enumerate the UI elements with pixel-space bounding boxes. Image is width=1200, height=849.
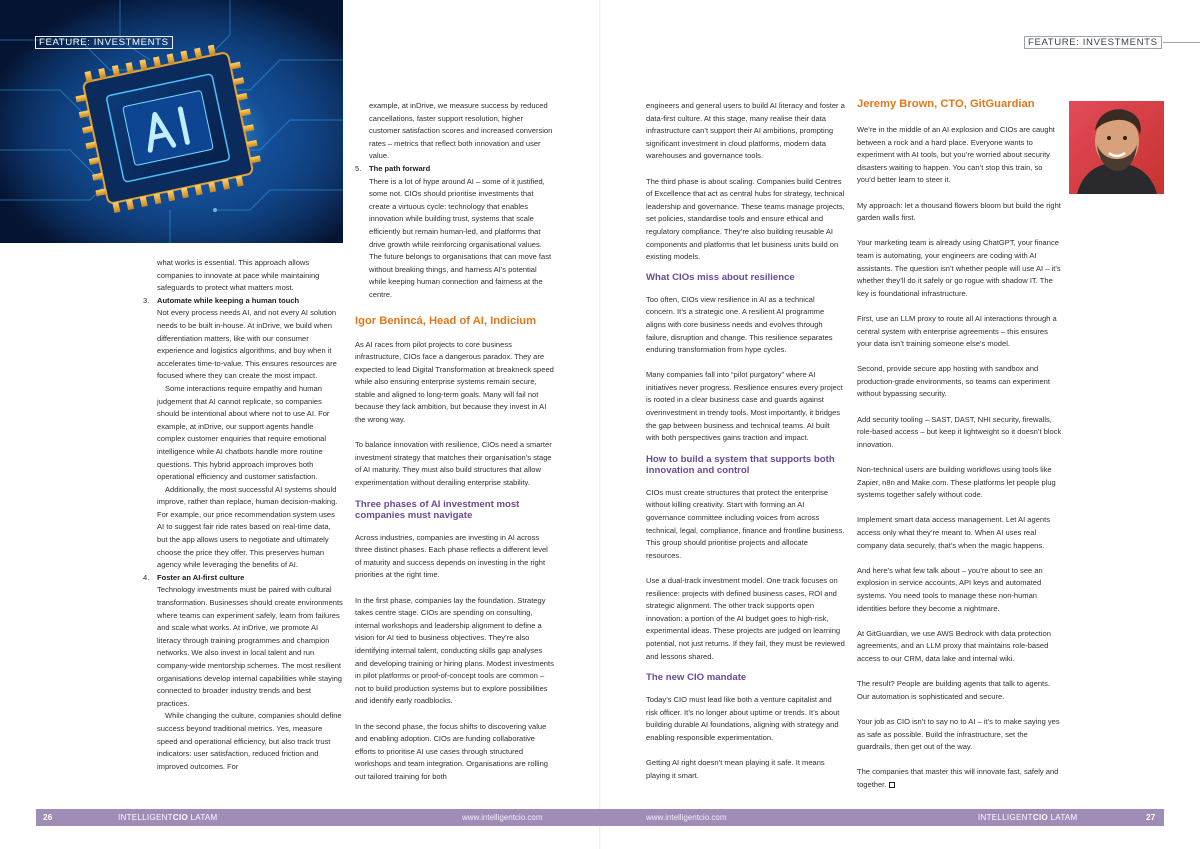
mag-text-bold: CIO xyxy=(172,813,188,822)
paragraph: engineers and general users to build AI literacy and foster a data-first culture. At this stage, many realise their data infrastructure can’t support their AI ambitions, prompting significant investment in cloud platforms, modern data warehouses and governance tools. xyxy=(646,101,845,161)
paragraph: Across industries, companies are investing in AI across three distinct phases. Each phase reflects a different level of maturity and success depends on investing in the right priorities at the right time. xyxy=(355,532,548,580)
mag-text: LATAM xyxy=(1048,813,1078,822)
list-number: 3. xyxy=(143,295,150,305)
feature-tag-right: FEATURE: INVESTMENTS xyxy=(1024,36,1162,49)
paragraph: Too often, CIOs view resilience in AI as a technical concern. It’s a strategic one. A resilient AI programme aligns with core business needs and evolves through failure, disruption and change. This resilience separates enduring transformation from hype cycles. xyxy=(646,294,833,355)
feature-tag-left: FEATURE: INVESTMENTS xyxy=(35,36,173,49)
mag-text: LATAM xyxy=(188,813,218,822)
list-item-title: The path forward xyxy=(369,163,431,173)
magazine-name-left xyxy=(118,809,218,826)
page-number-right: 27 xyxy=(1146,812,1156,822)
paragraph-final xyxy=(857,766,1062,791)
end-of-article-icon xyxy=(889,782,895,788)
portrait-jeremy-brown xyxy=(1069,101,1164,194)
section-heading-build-system: How to build a system that supports both innovation and control xyxy=(646,453,835,476)
speaker-heading-igor: Igor Benincá, Head of AI, Indicium xyxy=(355,314,537,327)
list-item-3 xyxy=(143,295,343,383)
paragraph: Second, provide secure app hosting with sandbox and production-grade environments, so teams can experiment without bypassing security. xyxy=(857,364,1050,399)
paragraph: We’re in the middle of an AI explosion and CIOs are caught between a rock and a hard place. Everyone wants to experiment with AI tools, but you’re worried about security disasters waiting to happen. You can’t stop this train, so you’d better learn to steer it. xyxy=(857,125,1055,185)
page-number-left: 26 xyxy=(43,812,53,822)
paragraph: To balance innovation with resilience, CIOs need a smarter investment strategy that matches their organisation’s stage of AI maturity. They must also build structures that allow experimentation without derailing enterprise stability. xyxy=(355,440,552,488)
list-number: 4. xyxy=(143,572,150,582)
paragraph: Your marketing team is already using ChatGPT, your finance team is automating, your engineers are coding with AI assistants. The question isn’t whether people will use AI – it’s whether they’ll do it safely or go rogue with shadow IT. The key is foundational infrastructure. xyxy=(857,238,1061,298)
list-item-4 xyxy=(143,572,343,711)
website-url-right[interactable]: www.intelligentcio.com xyxy=(646,813,727,822)
paragraph: Implement smart data access management. Let AI agents access only what they’re meant to. When AI uses real company data securely, that’s when the magic happens. xyxy=(857,515,1050,550)
paragraph: Many companies fall into “pilot purgatory” where AI initiatives never progress. Resilience ensures every project is rooted in a clear business case and guards against overinvestment in trendy tools. Most importantly, it bridges the gap between business and technical teams. AI built with both perspectives gains traction and impact. xyxy=(646,370,843,443)
page-gutter xyxy=(599,0,601,849)
final-text: The companies that master this will innovate fast, safely and together. xyxy=(857,767,1059,789)
paragraph: Additionally, the most successful AI systems should improve, rather than replace, human decision-making. For example, our price recommendation system uses AI to suggest fair ride rates based on real-time data, but the app allows users to negotiate and ultimately choose the price they offer. This preserves human agency while leveraging the benefits of AI. xyxy=(157,484,338,570)
paragraph: As AI races from pilot projects to core business infrastructure, CIOs face a dangerous paradox. They are expected to lead Digital Transformation at breakneck speed while also ensuring enterprise systems remain secure, stable and aligned to long-term goals. Many will fail not because they lack ambition, but because they invest in AI the wrong way. xyxy=(355,339,554,425)
list-item-body: There is a lot of hype around AI – some of it justified, some not. CIOs should prioritise investments that create a virtuous cycle: technology that enables innovation while building trust, systems that scale efficiently but remain human-led, and platforms that drive growth while reinforcing organisational values. The future belongs to organisations that can move fast without breaking things, and harness AI’s potential while keeping human connection and fairness at the centre. xyxy=(369,176,552,299)
list-item-5 xyxy=(355,163,554,302)
paragraph: The third phase is about scaling. Companies build Centres of Excellence that act as central hubs for strategy, technical leadership and governance. These teams manage projects, set policies, standardise tools and ensure ethical and regulatory compliance. They’re also building reusable AI components and platforms that let business units build on existing models. xyxy=(646,176,845,262)
section-heading-resilience: What CIOs miss about resilience xyxy=(646,271,795,283)
paragraph: In the second phase, the focus shifts to discovering value and enabling adoption. CIOs are funding collaborative efforts to prioritise AI use cases through structured workshops and team integration. Organisations are rolling out tailored training for both xyxy=(355,721,548,781)
paragraph: CIOs must create structures that protect the enterprise without killing creativity. Start with forming an AI governance committee including voices from across technical, legal, compliance, finance and frontline business. This group should prioritise projects and allocate resources. xyxy=(646,487,845,560)
list-item-title: Foster an AI-first culture xyxy=(157,572,245,582)
magazine-name-right xyxy=(978,809,1078,826)
list-item-body: Not every process needs AI, and not every AI solution needs to be built in-house. At inDrive, we build when differentiation matters, like with our consumer experience and logistics algorithms, and buy when it accelerates time-to-value. This ensures resources are focused where they can create the most impact. xyxy=(157,308,337,381)
section-heading-cio-mandate: The new CIO mandate xyxy=(646,672,747,684)
list-item-title: Automate while keeping a human touch xyxy=(157,295,300,305)
header-rule-right xyxy=(1163,42,1200,43)
paragraph: example, at inDrive, we measure success by reduced cancellations, faster support resolution, higher customer satisfaction scores and increased conversion rates – metrics that reflect both innovation and user value. xyxy=(369,101,553,161)
paragraph: My approach: let a thousand flowers bloom but build the right garden walls first. xyxy=(857,200,1061,223)
footer-left xyxy=(36,809,600,826)
paragraph: Use a dual-track investment model. One track focuses on resilience: projects with defined business cases, ROI and strategic alignment. The other track supports open innovation: a portion of the AI budget goes to high-risk, experimental ideas. These projects are judged on learning potential, not just returns. If they fail, they must be reviewed and lessons shared. xyxy=(646,576,845,661)
paragraph: The result? People are building agents that talk to agents. Our automation is sophisticated and secure. xyxy=(857,679,1050,701)
paragraph: what works is essential. This approach allows companies to innovate at pace while maintaining safeguards to protect what matters most. xyxy=(157,258,320,293)
paragraph: At GitGuardian, we use AWS Bedrock with data protection agreements, and an LLM proxy that maintains role-based access to our CRM, data lake and internal wiki. xyxy=(857,628,1051,663)
paragraph: Non-technical users are building workflows using tools like Zapier, n8n and Make.com. These platforms let people plug systems together safely without code. xyxy=(857,465,1056,500)
paragraph: Today’s CIO must lead like both a venture capitalist and risk officer. It’s no longer about uptime or trends. It’s about building durable AI foundations, aligning with strategy and enabling responsible experimentation. xyxy=(646,695,840,742)
mag-text: INTELLIGENT xyxy=(118,813,173,822)
list-number: 5. xyxy=(355,163,362,173)
mag-text: INTELLIGENT xyxy=(978,813,1033,822)
column-3 xyxy=(646,100,845,782)
paragraph: Some interactions require empathy and human judgement that AI cannot replicate, so companies should be intentional about where not to use AI. For example, at inDrive, our support agents handle complex customer enquiries that require emotional intelligence while AI chatbots handle more routine questions. This hybrid approach improves both operational efficiency and customer satisfaction. xyxy=(157,383,330,482)
paragraph: Your job as CIO isn’t to say no to AI – it’s to make saying yes as safe as possible. Build the infrastructure, set the guardrails, then get out of the way. xyxy=(857,716,1060,752)
website-url-left[interactable]: www.intelligentcio.com xyxy=(462,813,543,822)
section-heading-phases: Three phases of AI investment most companies must navigate xyxy=(355,498,520,521)
paragraph: Getting AI right doesn’t mean playing it safe. It means playing it smart. xyxy=(646,758,825,780)
paragraph: While changing the culture, companies should define success beyond traditional metrics. Yes, measure speed and operational efficiency, but also track trust indicators: user satisfaction, reduced friction and improved outcomes. For xyxy=(157,711,342,771)
column-1 xyxy=(143,257,343,773)
mag-text-bold: CIO xyxy=(1032,813,1048,822)
footer-right xyxy=(600,809,1164,826)
paragraph: First, use an LLM proxy to route all AI interactions through a central system with enterprise agreements – this ensures your data isn’t training someone else’s model. xyxy=(857,313,1057,349)
column-2 xyxy=(355,100,554,784)
column-4 xyxy=(857,98,1062,791)
paragraph: And here’s what few talk about – you’re about to see an explosion in service accounts, API keys and automated systems. You need tools to manage these non-human identities before they become a nightmare. xyxy=(857,565,1043,613)
paragraph: Add security tooling – SAST, DAST, NHI security, firewalls, role-based access – but keep it lightweight so it doesn’t block innovation. xyxy=(857,414,1062,449)
speaker-heading-jeremy: Jeremy Brown, CTO, GitGuardian xyxy=(857,98,1035,110)
list-item-body: Technology investments must be paired with cultural transformation. Businesses should create environments where teams can experiment safely, learn from failures and scale what works. At inDrive, we promote AI literacy through training programmes and champion networks. We also invest in local talent and run company-wide mentorship schemes. The most resilient organisations develop internal capabilities while staying connected to broader industry trends and best practices. xyxy=(157,585,343,708)
paragraph: In the first phase, companies lay the foundation. Strategy takes centre stage. CIOs are spending on consulting, internal workshops and leadership alignment to define a vision for AI tied to business objectives. They’re also identifying internal talent, conducting skills gap analyses and developing training or hiring plans. Modest investments in pilot platforms or proof-of-concept tools are common – not to build production systems but to explore possibilities and identify early roadblocks. xyxy=(355,595,554,706)
